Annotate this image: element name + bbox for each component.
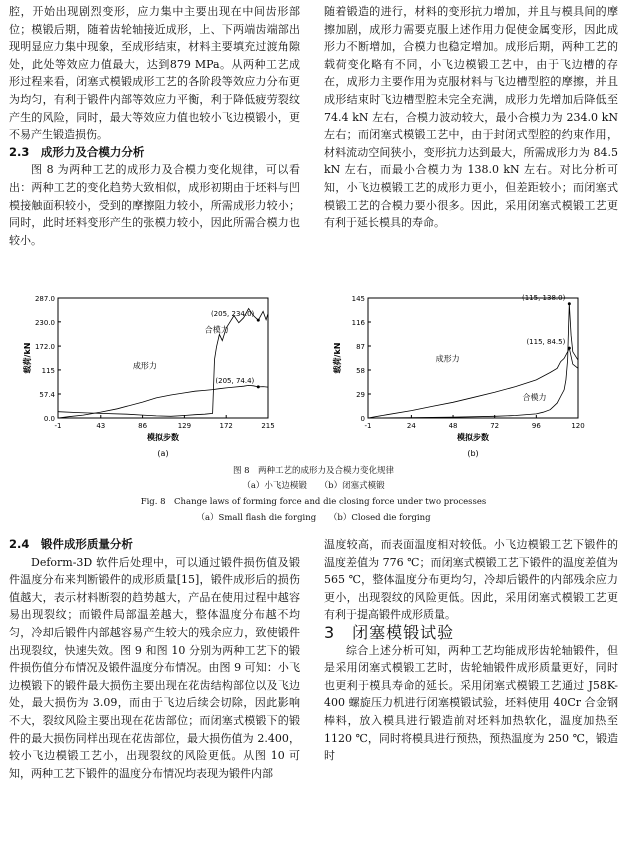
y-tick-label: 57.4 [39, 391, 55, 399]
series-label-0: 成形力 [132, 361, 157, 371]
paragraph-stress: 腔，开始出现剧烈变形，应力集中主要出现在中间齿形部位；模锻后期，随着齿轮轴接近成形，上、下两端齿端部出现明显应力集中现象，至成形结束，材料主要填充过渡角隙处，此处等效应力值最大，达到879 MPa。从两种工艺成形过程来看，闭塞式模锻成形工艺的各阶段等效应力分布更为均匀，有利于锻件内部等效应力平衡，利于降低疲劳裂纹产生的风险，同时，最大等效应力值也较小飞边模锻小，更不易产生锻造损伤。 [9, 5, 300, 142]
series-line-1 [368, 304, 578, 418]
annotation-point [568, 302, 571, 305]
paragraph-force-analysis: 随着锻造的进行，材料的变形抗力增加，并且与模具间的摩擦加剧，成形力需要克服上述作用力促使金属变形，因此成形力不断增加，合模力也稳定增加。成形后期，两种工艺的载荷变化略有不同，小飞边模锻工艺中，由于飞边槽的存在，成形力主要作用为克服材料与飞边槽型腔的摩擦，并且成形结束时飞边槽型腔未完全充满，成形力先增加后降低至 74.4 kN 左右，合模力波动较大，最小合模力为 234.0 kN 左右；而闭塞式模锻工艺中，由于封闭式型腔的约束作用，材料流动空间狭小，变形抗力达到最大，所需成形力为 84.5 kN 左右，而最小合模力为 138.0 kN 左右。对比分析可知，小飞边模锻工艺的成形力更小，但差距较小；而闭塞式模锻工艺的合模力要小很多。因此，采用闭塞式模锻工艺更有利于延长模具的寿命。 [324, 5, 618, 230]
section-2-4-title: 2.4 锻件成形质量分析 [9, 537, 133, 551]
x-tick-label: 24 [406, 422, 416, 430]
y-tick-label: 58 [356, 367, 365, 375]
section-2-3-title: 2.3 成形力及合模力分析 [9, 144, 145, 159]
annotation-label: (205, 234.0) [210, 310, 255, 319]
annotation-point [568, 347, 571, 350]
y-tick-label: 287.0 [34, 295, 55, 303]
y-tick-label: 0.0 [43, 415, 55, 423]
x-tick-label: 172 [219, 422, 233, 430]
x-tick-label: -1 [364, 422, 372, 430]
y-axis-label: 载荷/kN [333, 342, 342, 374]
plot-frame [368, 298, 578, 418]
paragraph-2-4: Deform-3D 软件后处理中，可以通过锻件损伤值及锻件温度分布来判断锻件的成形质量[15]，锻件成形后的损伤值越大，表示材料断裂的趋势越大，产品在使用过程中越容易出现裂纹；而锻件局部温差越大，整体温度分布越不均匀，冷却后锻件内部越容易产生较大的残余应力，致使锻件出现裂纹，快速失效。图 9 和图 10 分别为两种工艺下的锻件损伤值分布情况及锻件温度分布情况。由图 9 可知：小飞边模锻下的锻件最大损伤主要出现在花齿结构部位以及飞边处，最大损伤为 3.09，而由于飞边后续会切除，因此影响不大，裂纹风险主要出现在花齿部位；而闭塞式模锻下的锻件的最大损伤同样出现在花齿部位，最大损伤值为 2.400，较小飞边模锻工艺小，出现裂纹的风险更低。从图 10 可知，两种工艺下锻件的温度分布情况均表现为锻件内部 [9, 555, 300, 780]
fig8-caption-cn: 图 8 两种工艺的成形力及合模力变化规律 [232, 466, 395, 476]
x-tick-label: 215 [261, 422, 275, 430]
right-column-bottom [324, 536, 618, 765]
x-tick-label: 43 [96, 422, 106, 430]
y-tick-label: 145 [351, 295, 365, 303]
series-label-0: 成形力 [435, 354, 460, 364]
chart-b [330, 292, 602, 467]
annotation-point [257, 385, 260, 388]
series-label-1: 合模力 [522, 392, 547, 402]
right-column-top [324, 3, 618, 232]
panel-label: (b) [467, 449, 479, 458]
panel-label: (a) [157, 449, 169, 458]
fig8-caption-en: Fig. 8 Change laws of forming force and die closing force under two processes [140, 497, 487, 507]
fig8-sub-en: （a）Small flash die forging （b）Closed die forging [196, 513, 431, 523]
x-tick-label: 48 [448, 422, 458, 430]
left-column-bottom [9, 536, 300, 782]
y-tick-label: 0 [360, 415, 365, 423]
series-line-0 [368, 348, 578, 418]
paragraph-temperature: 温度较高，而表面温度相对较低。小飞边模锻工艺下锻件的温度差值为 776 ℃；而闭塞式模锻工艺下锻件的温度差值为 565 ℃，整体温度分布更均匀，冷却后锻件的内部残余应力更小，出现裂纹的风险更低。因此，采用闭塞式模锻工艺更有利于提高锻件成形质量。 [324, 538, 618, 622]
series-line-1 [58, 309, 268, 417]
y-tick-label: 116 [351, 319, 365, 327]
y-tick-label: 29 [356, 391, 365, 399]
y-tick-label: 230.0 [34, 318, 55, 327]
x-axis-label: 模拟步数 [147, 433, 179, 442]
chart-a [20, 292, 292, 467]
left-column-top [9, 3, 300, 249]
paragraph-2-3: 图 8 为两种工艺的成形力及合模力变化规律，可以看出：两种工艺的变化趋势大致相似，成形初期由于坯料与凹模接触面积较小，受到的摩擦阻力较小，所需成形力较小；同时，此时坯料变形产生的张模力较小，因此所需合模力也较小。 [9, 163, 300, 247]
y-tick-label: 115 [41, 366, 55, 375]
series-label-1: 合模力 [204, 325, 229, 335]
annotation-point [257, 319, 260, 322]
x-tick-label: 120 [571, 422, 585, 430]
x-tick-label: 96 [531, 422, 541, 430]
annotation-label: (205, 74.4) [215, 376, 255, 385]
paragraph-3: 综合上述分析可知，两种工艺均能成形齿轮轴锻件，但是采用闭塞式模锻工艺时，齿轮轴锻件成形质量更好，同时也更利于模具寿命的延长。采用闭塞式模锻工艺通过 J58K-400 螺旋压力机进行闭塞模锻试验，坯料使用 40Cr 合金钢棒料，放入模具进行锻造前对坯料加热软化，温度加热至 1120 ℃，同时将模具进行预热，预热温度为 250 ℃，锻造时 [324, 643, 618, 763]
annotation-label: (115, 84.5) [526, 338, 566, 347]
x-axis-label: 模拟步数 [457, 433, 489, 442]
fig8-sub-cn: （a）小飞边模锻 （b）闭塞式模锻 [242, 481, 385, 491]
x-tick-label: -1 [54, 422, 62, 430]
y-tick-label: 87 [356, 343, 365, 351]
section-3-title: 3 闭塞模锻试验 [324, 622, 455, 642]
y-tick-label: 172.0 [34, 343, 55, 352]
x-tick-label: 86 [138, 422, 148, 430]
x-tick-label: 72 [490, 422, 500, 430]
annotation-label: (115, 138.0) [522, 293, 566, 302]
x-tick-label: 129 [177, 422, 192, 430]
y-axis-label: 载荷/kN [23, 342, 32, 374]
